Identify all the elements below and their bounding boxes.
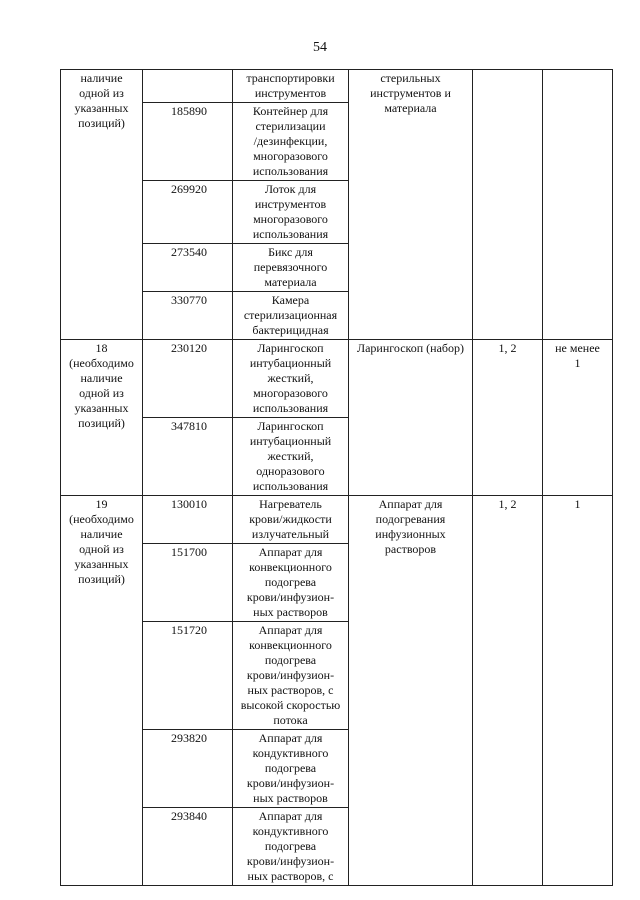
equipment-type-cell: Ларингоскоп (набор) xyxy=(349,340,473,496)
purpose-cell xyxy=(473,70,543,340)
item-name-cell: Аппарат для кондуктивного подогрева крови/инфузион- ных растворов xyxy=(233,730,349,808)
code-cell: 151720 xyxy=(143,622,233,730)
code-cell: 269920 xyxy=(143,181,233,244)
code-cell: 230120 xyxy=(143,340,233,418)
code-cell: 347810 xyxy=(143,418,233,496)
item-name-cell: Лоток для инструментов многоразового использования xyxy=(233,181,349,244)
quantity-cell: 1 xyxy=(543,496,613,886)
item-name-cell: транспортировки инструментов xyxy=(233,70,349,103)
item-name-cell: Ларингоскоп интубационный жесткий, одноразового использования xyxy=(233,418,349,496)
code-cell: 273540 xyxy=(143,244,233,292)
item-name-cell: Аппарат для конвекционного подогрева крови/инфузион- ных растворов xyxy=(233,544,349,622)
table-row xyxy=(61,496,613,544)
purpose-cell: 1, 2 xyxy=(473,340,543,496)
code-cell: 185890 xyxy=(143,103,233,181)
equipment-type-cell: стерильных инструментов и материала xyxy=(349,70,473,340)
item-name-cell: Аппарат для кондуктивного подогрева крови/инфузион- ных растворов, с xyxy=(233,808,349,886)
quantity-cell xyxy=(543,70,613,340)
position-cell: наличие одной из указанных позиций) xyxy=(61,70,143,340)
item-name-cell: Нагреватель крови/жидкости излучательный xyxy=(233,496,349,544)
position-cell: 19 (необходимо наличие одной из указанных позиций) xyxy=(61,496,143,886)
code-cell: 293840 xyxy=(143,808,233,886)
item-name-cell: Бикс для перевязочного материала xyxy=(233,244,349,292)
item-name-cell: Контейнер для стерилизации /дезинфекции, многоразового использования xyxy=(233,103,349,181)
table-row xyxy=(61,70,613,103)
code-cell: 151700 xyxy=(143,544,233,622)
code-cell: 130010 xyxy=(143,496,233,544)
position-cell: 18 (необходимо наличие одной из указанных позиций) xyxy=(61,340,143,496)
code-cell xyxy=(143,70,233,103)
item-name-cell: Аппарат для конвекционного подогрева крови/инфузион- ных растворов, с высокой скоростью потока xyxy=(233,622,349,730)
purpose-cell: 1, 2 xyxy=(473,496,543,886)
quantity-cell: не менее 1 xyxy=(543,340,613,496)
equipment-type-cell: Аппарат для подогревания инфузионных растворов xyxy=(349,496,473,886)
code-cell: 293820 xyxy=(143,730,233,808)
table-row xyxy=(61,340,613,418)
item-name-cell: Ларингоскоп интубационный жесткий, многоразового использования xyxy=(233,340,349,418)
code-cell: 330770 xyxy=(143,292,233,340)
page-number: 54 xyxy=(313,40,327,55)
item-name-cell: Камера стерилизационная бактерицидная xyxy=(233,292,349,340)
equipment-table xyxy=(60,69,613,886)
